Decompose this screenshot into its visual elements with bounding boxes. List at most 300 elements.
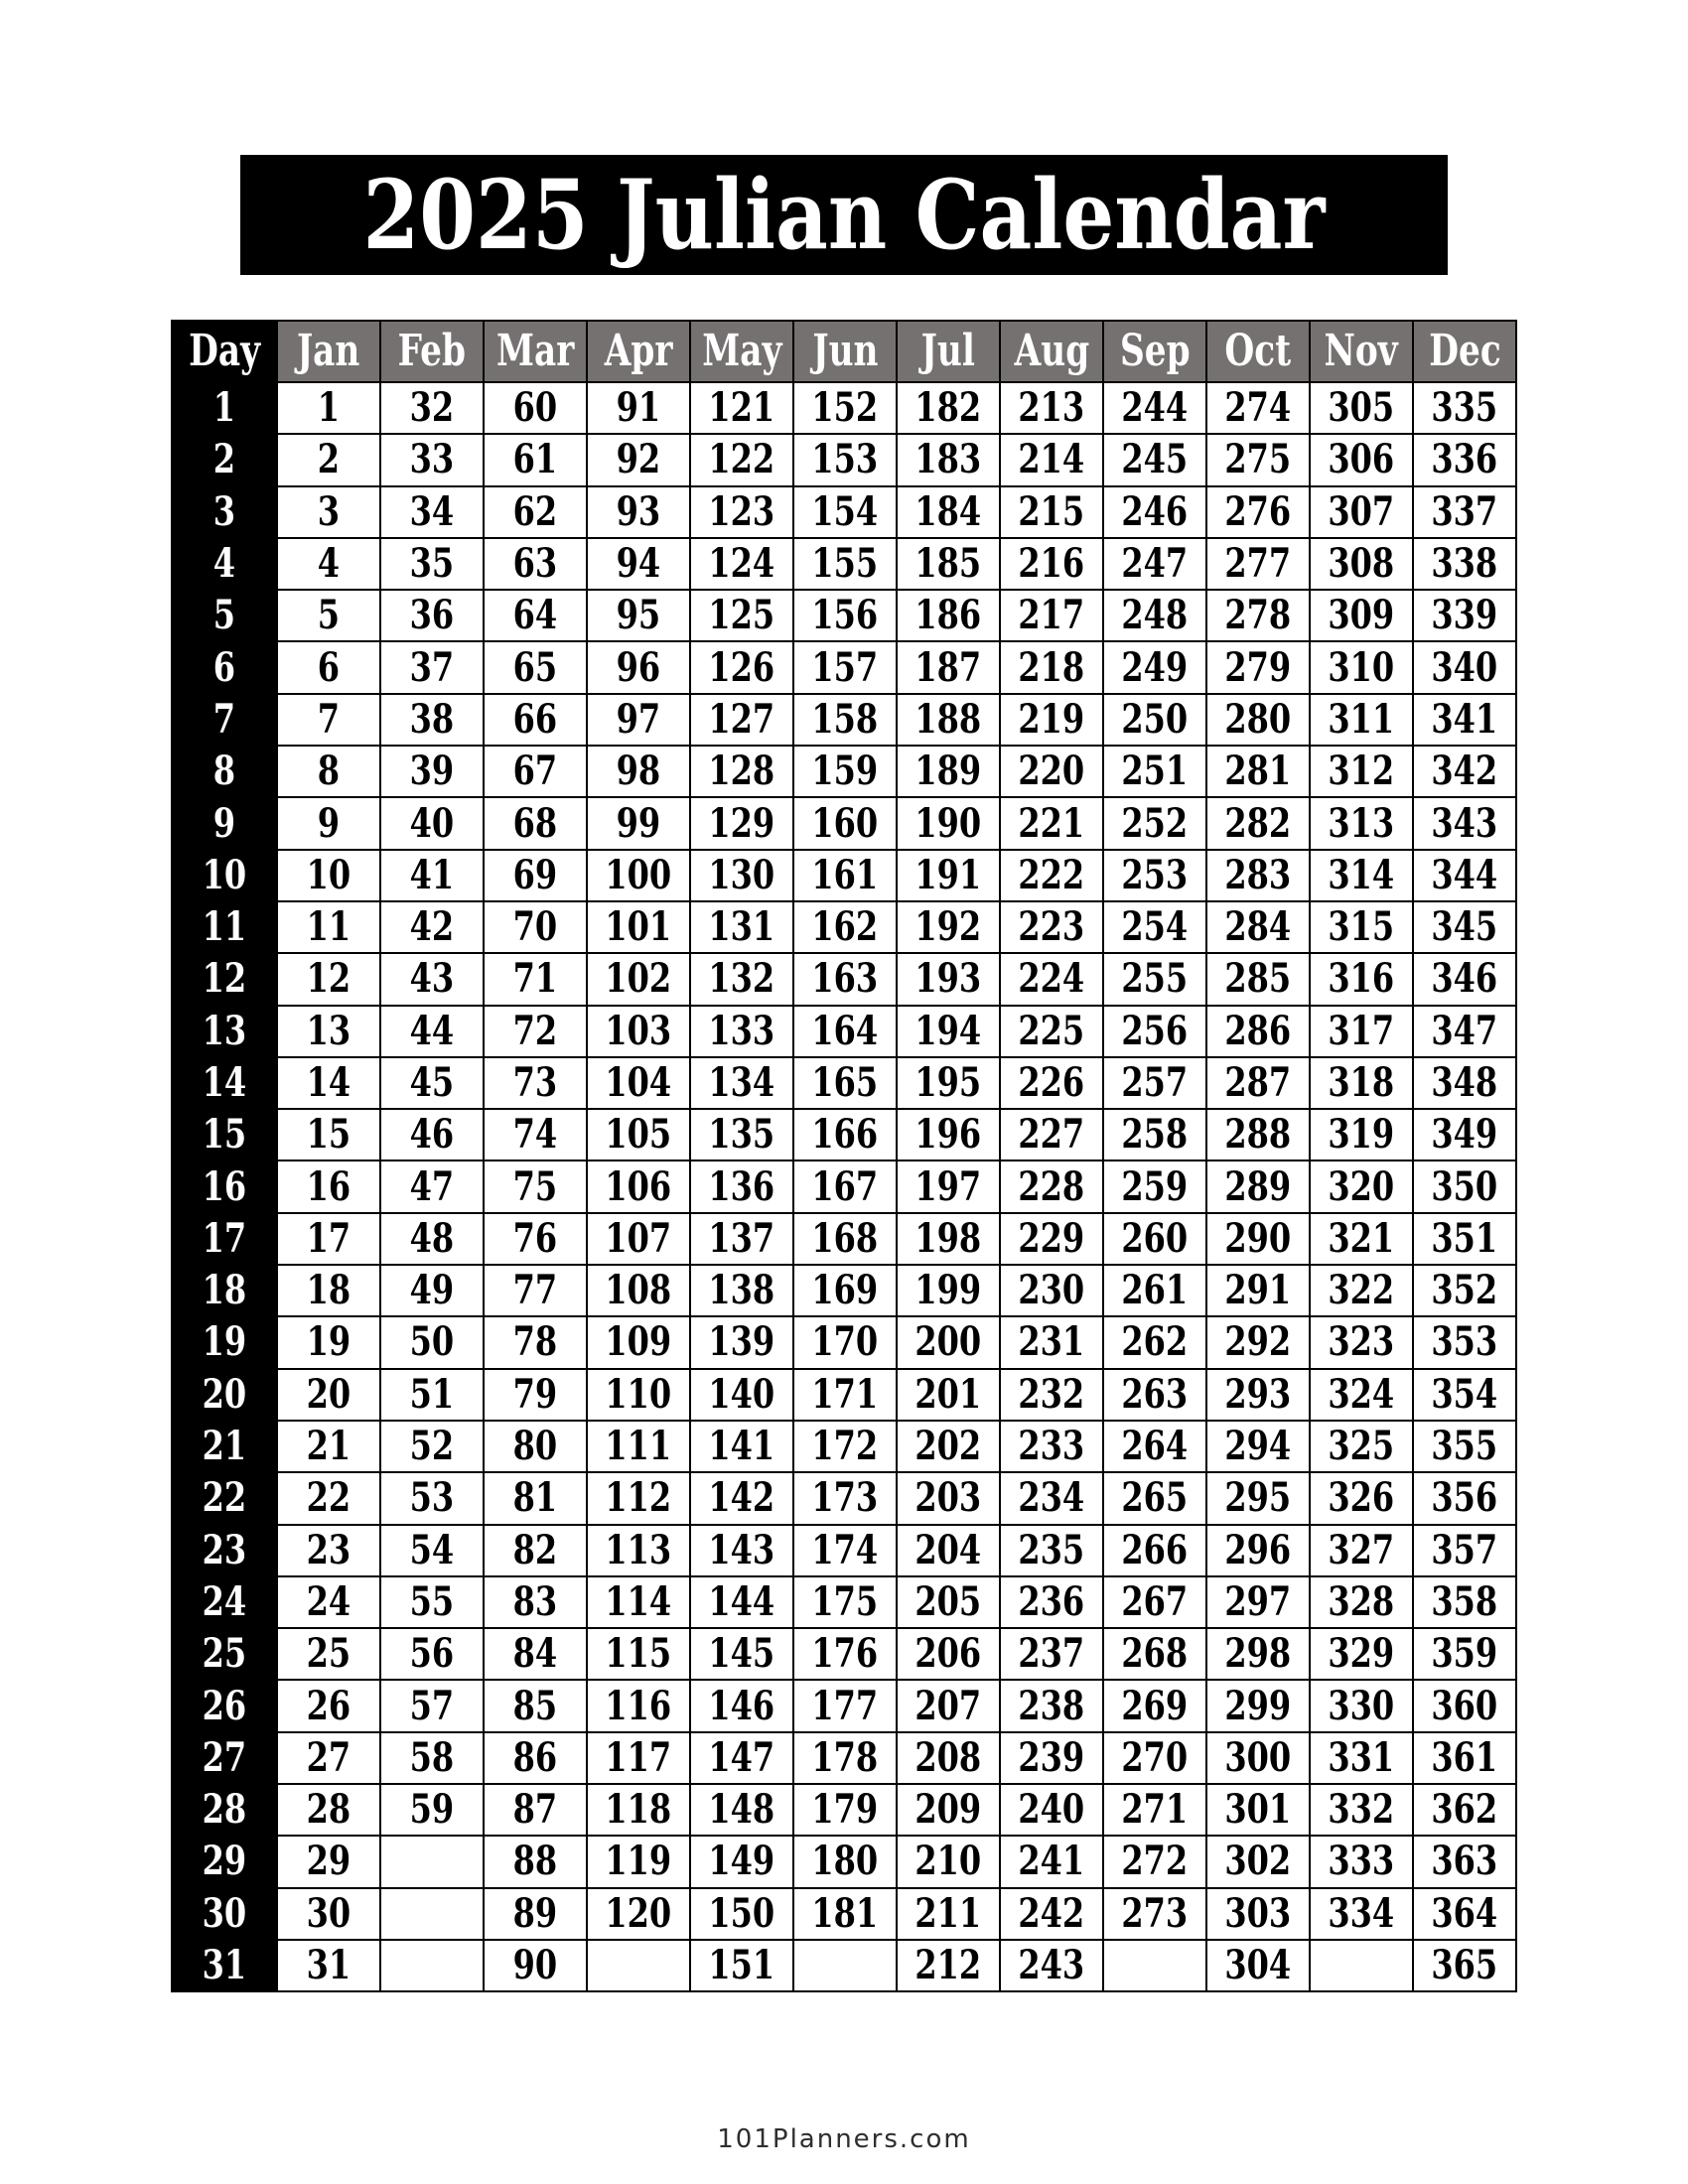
julian-cell xyxy=(587,1732,690,1784)
julian-cell xyxy=(793,1421,897,1472)
month-header-label: Jun xyxy=(811,326,879,376)
julian-cell xyxy=(484,1940,587,1991)
table-row xyxy=(172,1472,1516,1524)
julian-cell xyxy=(1310,1213,1413,1265)
julian-cell xyxy=(277,797,380,849)
julian-cell xyxy=(1103,1316,1206,1368)
julian-day-number: 332 xyxy=(1328,1786,1395,1834)
julian-cell xyxy=(897,538,1000,590)
julian-day-number: 253 xyxy=(1121,851,1189,898)
julian-cell xyxy=(1103,1732,1206,1784)
day-number: 15 xyxy=(202,1111,247,1159)
julian-day-number: 349 xyxy=(1431,1111,1498,1159)
julian-day-number: 10 xyxy=(306,851,352,898)
table-row xyxy=(172,1784,1516,1836)
julian-day-number: 16 xyxy=(306,1162,352,1210)
julian-cell xyxy=(1206,1836,1310,1887)
julian-cell xyxy=(1413,1213,1516,1265)
julian-cell xyxy=(1413,641,1516,693)
julian-day-number: 132 xyxy=(708,955,775,1003)
julian-cell xyxy=(1206,486,1310,538)
table-row xyxy=(172,486,1516,538)
julian-cell xyxy=(1310,1888,1413,1940)
julian-cell xyxy=(897,1525,1000,1576)
julian-day-number: 321 xyxy=(1328,1214,1395,1262)
julian-day-number: 187 xyxy=(914,643,982,691)
julian-cell xyxy=(1206,1784,1310,1836)
day-number: 16 xyxy=(202,1162,247,1210)
julian-day-number: 94 xyxy=(616,540,661,588)
julian-day-number: 172 xyxy=(811,1423,879,1470)
julian-cell xyxy=(690,641,793,693)
month-header-sep xyxy=(1103,321,1206,382)
julian-day-number: 85 xyxy=(512,1682,558,1729)
julian-day-number: 311 xyxy=(1328,695,1395,743)
julian-cell xyxy=(1413,850,1516,901)
julian-cell xyxy=(1310,1369,1413,1421)
julian-day-number: 247 xyxy=(1121,540,1189,588)
julian-cell xyxy=(380,1784,484,1836)
julian-cell xyxy=(897,1109,1000,1160)
julian-cell xyxy=(1310,1109,1413,1160)
julian-cell xyxy=(587,1316,690,1368)
julian-cell xyxy=(1000,1784,1103,1836)
julian-day-number: 148 xyxy=(708,1786,775,1834)
julian-day-number: 91 xyxy=(616,384,661,432)
table-row xyxy=(172,382,1516,434)
julian-day-number: 342 xyxy=(1431,748,1498,795)
julian-cell xyxy=(277,590,380,641)
julian-cell xyxy=(690,850,793,901)
julian-cell xyxy=(897,1213,1000,1265)
table-body xyxy=(172,382,1516,1991)
julian-day-number: 225 xyxy=(1018,1007,1085,1054)
day-cell xyxy=(172,797,277,849)
julian-day-number: 20 xyxy=(306,1370,352,1418)
julian-cell xyxy=(277,694,380,746)
julian-cell xyxy=(1000,1888,1103,1940)
julian-day-number: 262 xyxy=(1121,1318,1189,1366)
table-row xyxy=(172,953,1516,1005)
julian-day-number: 184 xyxy=(914,487,982,535)
julian-cell xyxy=(897,1628,1000,1680)
julian-day-number: 244 xyxy=(1121,384,1189,432)
month-header-jul xyxy=(897,321,1000,382)
julian-cell xyxy=(1103,1576,1206,1628)
julian-day-number: 131 xyxy=(708,903,775,951)
julian-cell xyxy=(277,953,380,1005)
julian-day-number: 46 xyxy=(409,1111,455,1159)
julian-cell xyxy=(1000,1109,1103,1160)
julian-day-number: 112 xyxy=(605,1474,672,1522)
julian-cell xyxy=(690,901,793,953)
julian-cell xyxy=(587,1006,690,1057)
julian-cell xyxy=(587,1213,690,1265)
julian-day-number: 76 xyxy=(512,1214,558,1262)
day-number: 28 xyxy=(202,1786,247,1834)
table-row xyxy=(172,434,1516,485)
julian-day-number: 23 xyxy=(306,1526,352,1573)
julian-cell xyxy=(277,1057,380,1109)
julian-cell xyxy=(380,1628,484,1680)
julian-cell xyxy=(587,434,690,485)
julian-cell xyxy=(277,1369,380,1421)
day-cell xyxy=(172,850,277,901)
julian-day-number: 82 xyxy=(512,1526,558,1573)
julian-day-number: 114 xyxy=(605,1577,672,1625)
julian-day-number: 52 xyxy=(409,1423,455,1470)
day-cell xyxy=(172,1628,277,1680)
month-header-mar xyxy=(484,321,587,382)
month-header-label: Dec xyxy=(1428,326,1501,376)
day-cell xyxy=(172,1472,277,1524)
table-row xyxy=(172,1680,1516,1731)
julian-cell xyxy=(484,1836,587,1887)
julian-cell xyxy=(793,382,897,434)
julian-cell xyxy=(897,1940,1000,1991)
julian-cell xyxy=(1206,1265,1310,1316)
julian-day-number: 314 xyxy=(1328,851,1395,898)
julian-day-number: 142 xyxy=(708,1474,775,1522)
month-header-aug xyxy=(1000,321,1103,382)
julian-cell xyxy=(897,1472,1000,1524)
julian-day-number: 63 xyxy=(512,540,558,588)
julian-cell xyxy=(380,1213,484,1265)
julian-day-number: 203 xyxy=(914,1474,982,1522)
julian-day-number: 214 xyxy=(1018,436,1085,483)
julian-cell xyxy=(1413,1472,1516,1524)
julian-day-number: 140 xyxy=(708,1370,775,1418)
month-header-feb xyxy=(380,321,484,382)
julian-cell xyxy=(1103,434,1206,485)
julian-day-number: 334 xyxy=(1328,1889,1395,1937)
day-cell xyxy=(172,694,277,746)
julian-day-number: 41 xyxy=(409,851,455,898)
julian-day-number: 81 xyxy=(512,1474,558,1522)
julian-cell xyxy=(380,1369,484,1421)
julian-day-number: 223 xyxy=(1018,903,1085,951)
julian-cell xyxy=(1000,1213,1103,1265)
julian-day-number: 107 xyxy=(605,1214,672,1262)
julian-day-number: 9 xyxy=(317,799,341,847)
julian-cell xyxy=(484,538,587,590)
julian-day-number: 201 xyxy=(914,1370,982,1418)
day-number: 26 xyxy=(202,1682,247,1729)
julian-day-number: 74 xyxy=(512,1111,558,1159)
julian-cell xyxy=(793,1940,897,1991)
julian-cell xyxy=(793,1109,897,1160)
julian-day-number: 34 xyxy=(409,487,455,535)
day-cell xyxy=(172,1940,277,1991)
julian-cell xyxy=(587,1369,690,1421)
julian-cell xyxy=(484,746,587,797)
julian-day-number: 33 xyxy=(409,436,455,483)
julian-day-number: 117 xyxy=(605,1733,672,1781)
julian-cell xyxy=(1413,1316,1516,1368)
julian-cell xyxy=(793,694,897,746)
julian-cell xyxy=(1000,1057,1103,1109)
julian-day-number: 358 xyxy=(1431,1577,1498,1625)
julian-cell xyxy=(1310,1680,1413,1731)
julian-day-number: 15 xyxy=(306,1111,352,1159)
julian-day-number: 277 xyxy=(1224,540,1292,588)
day-cell xyxy=(172,538,277,590)
julian-day-number: 296 xyxy=(1224,1526,1292,1573)
day-cell xyxy=(172,641,277,693)
julian-day-number: 119 xyxy=(605,1838,672,1885)
julian-day-number: 261 xyxy=(1121,1267,1189,1314)
day-cell xyxy=(172,590,277,641)
day-number: 27 xyxy=(202,1733,247,1781)
julian-cell xyxy=(1206,538,1310,590)
julian-day-number: 179 xyxy=(811,1786,879,1834)
julian-cell xyxy=(1103,1109,1206,1160)
julian-cell xyxy=(793,850,897,901)
julian-cell xyxy=(277,746,380,797)
julian-cell xyxy=(690,1316,793,1368)
julian-day-number: 238 xyxy=(1018,1682,1085,1729)
julian-day-number: 95 xyxy=(616,592,661,639)
day-column-header-label: Day xyxy=(189,326,260,376)
julian-cell xyxy=(1310,538,1413,590)
julian-day-number: 157 xyxy=(811,643,879,691)
julian-day-number: 6 xyxy=(317,643,341,691)
julian-day-number: 17 xyxy=(306,1214,352,1262)
julian-cell xyxy=(1206,1472,1310,1524)
julian-day-number: 135 xyxy=(708,1111,775,1159)
julian-day-number: 346 xyxy=(1431,955,1498,1003)
julian-cell xyxy=(277,850,380,901)
julian-day-number: 218 xyxy=(1018,643,1085,691)
julian-cell xyxy=(1206,901,1310,953)
julian-cell xyxy=(1310,1265,1413,1316)
julian-day-number: 295 xyxy=(1224,1474,1292,1522)
julian-day-number: 330 xyxy=(1328,1682,1395,1729)
julian-day-number: 212 xyxy=(914,1942,982,1989)
julian-day-number: 326 xyxy=(1328,1474,1395,1522)
julian-day-number: 316 xyxy=(1328,955,1395,1003)
table-row xyxy=(172,1265,1516,1316)
julian-day-number: 266 xyxy=(1121,1526,1189,1573)
julian-cell xyxy=(484,1576,587,1628)
julian-cell xyxy=(1413,1784,1516,1836)
julian-cell xyxy=(587,486,690,538)
julian-day-number: 134 xyxy=(708,1059,775,1106)
julian-day-number: 53 xyxy=(409,1474,455,1522)
table-row xyxy=(172,641,1516,693)
julian-cell xyxy=(484,1006,587,1057)
julian-day-number: 194 xyxy=(914,1007,982,1054)
julian-day-number: 329 xyxy=(1328,1630,1395,1678)
julian-cell xyxy=(1206,382,1310,434)
julian-day-number: 293 xyxy=(1224,1370,1292,1418)
julian-cell xyxy=(690,1057,793,1109)
julian-day-number: 344 xyxy=(1431,851,1498,898)
julian-day-number: 195 xyxy=(914,1059,982,1106)
julian-cell xyxy=(1413,953,1516,1005)
table-row xyxy=(172,1940,1516,1991)
julian-day-number: 249 xyxy=(1121,643,1189,691)
julian-day-number: 70 xyxy=(512,903,558,951)
julian-cell xyxy=(897,1732,1000,1784)
julian-cell xyxy=(1103,797,1206,849)
julian-day-number: 84 xyxy=(512,1630,558,1678)
julian-cell xyxy=(1000,1940,1103,1991)
julian-day-number: 86 xyxy=(512,1733,558,1781)
julian-day-number: 154 xyxy=(811,487,879,535)
julian-day-number: 230 xyxy=(1018,1267,1085,1314)
julian-day-number: 22 xyxy=(306,1474,352,1522)
julian-cell xyxy=(1103,850,1206,901)
julian-day-number: 224 xyxy=(1018,955,1085,1003)
julian-cell xyxy=(690,1369,793,1421)
julian-day-number: 348 xyxy=(1431,1059,1498,1106)
julian-day-number: 343 xyxy=(1431,799,1498,847)
day-number: 29 xyxy=(202,1838,247,1885)
julian-day-number: 106 xyxy=(605,1162,672,1210)
julian-day-number: 351 xyxy=(1431,1214,1498,1262)
julian-day-number: 54 xyxy=(409,1526,455,1573)
julian-day-number: 101 xyxy=(605,903,672,951)
julian-day-number: 234 xyxy=(1018,1474,1085,1522)
julian-cell xyxy=(1206,953,1310,1005)
julian-cell xyxy=(587,694,690,746)
julian-day-number: 239 xyxy=(1018,1733,1085,1781)
julian-day-number: 111 xyxy=(605,1423,672,1470)
table-row xyxy=(172,1057,1516,1109)
julian-cell xyxy=(277,1940,380,1991)
table-row xyxy=(172,1316,1516,1368)
julian-day-number: 255 xyxy=(1121,955,1189,1003)
julian-day-number: 267 xyxy=(1121,1577,1189,1625)
julian-day-number: 49 xyxy=(409,1267,455,1314)
julian-day-number: 138 xyxy=(708,1267,775,1314)
julian-cell xyxy=(587,1057,690,1109)
day-number: 1 xyxy=(212,384,236,432)
table-row xyxy=(172,1836,1516,1887)
julian-cell xyxy=(1310,694,1413,746)
julian-day-number: 291 xyxy=(1224,1267,1292,1314)
julian-cell xyxy=(380,1888,484,1940)
julian-day-number: 67 xyxy=(512,748,558,795)
julian-day-number: 287 xyxy=(1224,1059,1292,1106)
table-row xyxy=(172,1006,1516,1057)
julian-cell xyxy=(1103,953,1206,1005)
julian-day-number: 141 xyxy=(708,1423,775,1470)
julian-day-number: 240 xyxy=(1018,1786,1085,1834)
julian-day-number: 164 xyxy=(811,1007,879,1054)
julian-day-number: 71 xyxy=(512,955,558,1003)
day-number: 8 xyxy=(212,748,236,795)
julian-cell xyxy=(793,486,897,538)
julian-cell xyxy=(380,1006,484,1057)
julian-day-number: 149 xyxy=(708,1838,775,1885)
julian-day-number: 246 xyxy=(1121,487,1189,535)
julian-day-number: 122 xyxy=(708,436,775,483)
julian-day-number: 89 xyxy=(512,1889,558,1937)
julian-cell xyxy=(793,1680,897,1731)
julian-day-number: 56 xyxy=(409,1630,455,1678)
julian-cell xyxy=(277,1006,380,1057)
julian-day-number: 171 xyxy=(811,1370,879,1418)
julian-cell xyxy=(1206,1628,1310,1680)
julian-day-number: 118 xyxy=(605,1786,672,1834)
julian-cell xyxy=(1000,1369,1103,1421)
julian-day-number: 217 xyxy=(1018,592,1085,639)
julian-day-number: 199 xyxy=(914,1267,982,1314)
julian-cell xyxy=(1000,901,1103,953)
julian-cell xyxy=(380,797,484,849)
julian-cell xyxy=(690,1888,793,1940)
julian-day-number: 96 xyxy=(616,643,661,691)
julian-cell xyxy=(793,538,897,590)
julian-cell xyxy=(1413,694,1516,746)
julian-cell xyxy=(484,1213,587,1265)
julian-day-number: 128 xyxy=(708,748,775,795)
julian-cell xyxy=(793,1888,897,1940)
julian-day-number: 14 xyxy=(306,1059,352,1106)
julian-cell xyxy=(793,1057,897,1109)
julian-cell xyxy=(897,382,1000,434)
day-cell xyxy=(172,1680,277,1731)
julian-cell xyxy=(897,1576,1000,1628)
julian-day-number: 189 xyxy=(914,748,982,795)
julian-cell xyxy=(1206,1369,1310,1421)
julian-day-number: 260 xyxy=(1121,1214,1189,1262)
julian-day-number: 364 xyxy=(1431,1889,1498,1937)
julian-cell xyxy=(793,434,897,485)
julian-day-number: 177 xyxy=(811,1682,879,1729)
julian-day-number: 309 xyxy=(1328,592,1395,639)
julian-cell xyxy=(484,1525,587,1576)
julian-day-number: 222 xyxy=(1018,851,1085,898)
julian-day-number: 354 xyxy=(1431,1370,1498,1418)
julian-day-number: 305 xyxy=(1328,384,1395,432)
day-cell xyxy=(172,1836,277,1887)
julian-day-number: 38 xyxy=(409,695,455,743)
julian-day-number: 226 xyxy=(1018,1059,1085,1106)
julian-cell xyxy=(1103,590,1206,641)
julian-cell xyxy=(1000,382,1103,434)
day-cell xyxy=(172,901,277,953)
julian-day-number: 102 xyxy=(605,955,672,1003)
julian-cell xyxy=(690,486,793,538)
julian-day-number: 146 xyxy=(708,1682,775,1729)
julian-day-number: 126 xyxy=(708,643,775,691)
julian-cell xyxy=(587,953,690,1005)
day-cell xyxy=(172,382,277,434)
julian-cell xyxy=(793,1265,897,1316)
julian-cell xyxy=(1310,746,1413,797)
day-number: 12 xyxy=(202,955,247,1003)
julian-cell xyxy=(1310,1576,1413,1628)
julian-cell xyxy=(793,1213,897,1265)
julian-day-number: 303 xyxy=(1224,1889,1292,1937)
julian-cell xyxy=(380,434,484,485)
julian-cell xyxy=(484,953,587,1005)
day-number: 2 xyxy=(212,436,236,483)
julian-cell xyxy=(587,1576,690,1628)
julian-day-number: 21 xyxy=(306,1423,352,1470)
julian-day-number: 99 xyxy=(616,799,661,847)
julian-day-number: 300 xyxy=(1224,1733,1292,1781)
day-number: 19 xyxy=(202,1318,247,1366)
page-title: 2025 Julian Calendar xyxy=(362,159,1326,271)
julian-day-number: 322 xyxy=(1328,1267,1395,1314)
table-row xyxy=(172,1888,1516,1940)
julian-cell xyxy=(690,1680,793,1731)
julian-cell xyxy=(1413,1006,1516,1057)
